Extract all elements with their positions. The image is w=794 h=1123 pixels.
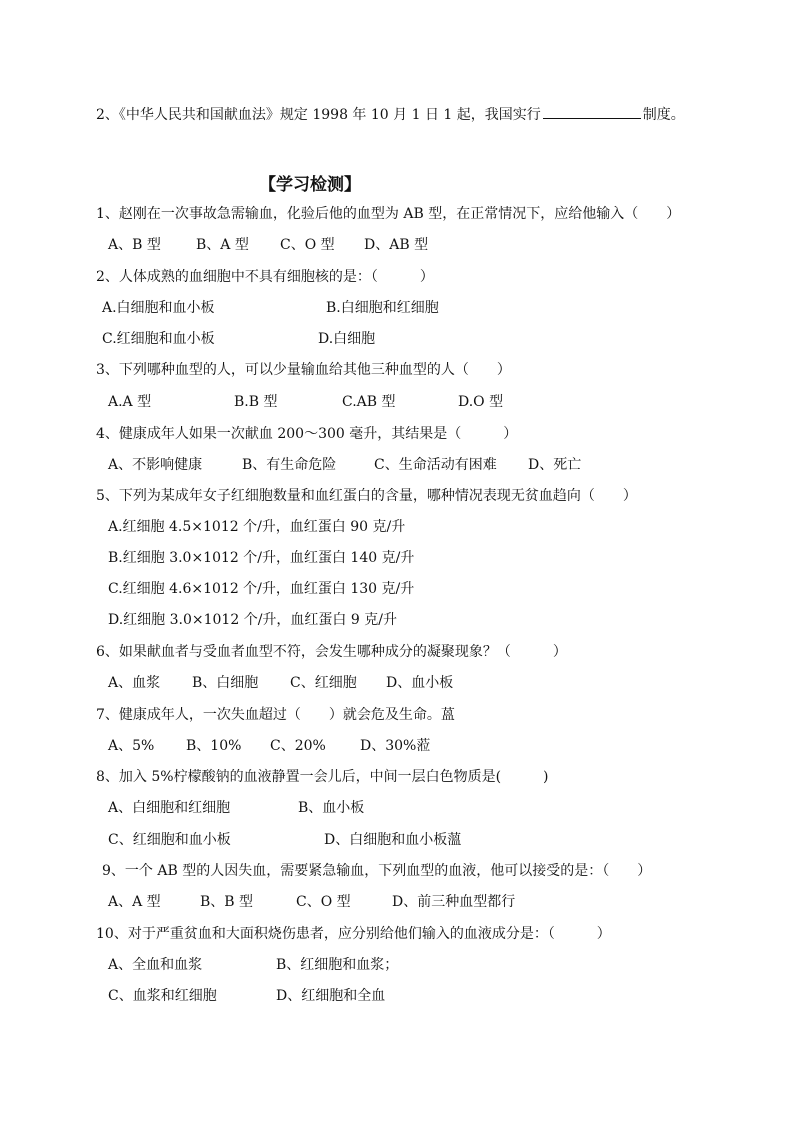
q3-option-d[interactable]: D.O 型: [458, 394, 504, 410]
q7-option-a[interactable]: A、5%: [108, 738, 155, 754]
q7-option-b[interactable]: B、10%: [186, 738, 242, 754]
q3-option-b[interactable]: B.B 型: [234, 394, 278, 410]
q5-option-d[interactable]: D.红细胞 3.0×1012 个/升，血红蛋白 9 克/升: [108, 612, 397, 628]
q2-option-b[interactable]: B.白细胞和红细胞: [326, 300, 439, 316]
q4-option-d[interactable]: D、死亡: [528, 457, 582, 473]
q3-option-c[interactable]: C.AB 型: [342, 394, 396, 410]
q3-option-a[interactable]: A.A 型: [108, 394, 152, 410]
q6-option-a[interactable]: A、血浆: [108, 675, 161, 691]
q9-option-b[interactable]: B、B 型: [200, 894, 254, 910]
q8-option-b[interactable]: B、血小板: [298, 800, 365, 816]
section-title: 【学习检测】: [259, 175, 361, 195]
q4-option-a[interactable]: A、不影响健康: [108, 457, 203, 473]
q5-option-a[interactable]: A.红细胞 4.5×1012 个/升，血红蛋白 90 克/升: [108, 519, 406, 535]
question-6: 6、如果献血者与受血者血型不符，会发生哪种成分的凝聚现象？（ ）: [96, 644, 567, 660]
q10-option-c[interactable]: C、血浆和红细胞: [108, 988, 217, 1004]
q1-option-a[interactable]: A、B 型: [108, 237, 161, 253]
q6-option-b[interactable]: B、白细胞: [192, 675, 259, 691]
answer-blank[interactable]: [543, 104, 641, 119]
q10-option-a[interactable]: A、全血和血浆: [108, 957, 203, 973]
q4-option-b[interactable]: B、有生命危险: [242, 457, 337, 473]
q7-option-d[interactable]: D、30%蒞: [360, 738, 431, 754]
q1-option-b[interactable]: B、A 型: [196, 237, 249, 253]
q9-option-d[interactable]: D、前三种血型都行: [392, 894, 516, 910]
question-5: 5、下列为某成年女子红细胞数量和血红蛋白的含量，哪种情况表现无贫血趋向（ ）: [96, 488, 637, 504]
q8-option-d[interactable]: D、白细胞和血小板薀: [324, 832, 462, 848]
question-4: 4、健康成年人如果一次献血 200～300 毫升，其结果是（ ）: [96, 426, 518, 442]
intro-suffix: 制度。: [642, 107, 685, 123]
question-9: 9、一个 AB 型的人因失血，需要紧急输血，下列血型的血液，他可以接受的是：（ ）: [102, 863, 652, 879]
q7-option-c[interactable]: C、20%: [270, 738, 326, 754]
q5-option-c[interactable]: C.红细胞 4.6×1012 个/升，血红蛋白 130 克/升: [108, 581, 415, 597]
q1-option-c[interactable]: C、O 型: [280, 237, 335, 253]
q8-option-c[interactable]: C、红细胞和血小板: [108, 832, 231, 848]
q5-option-b[interactable]: B.红细胞 3.0×1012 个/升，血红蛋白 140 克/升: [108, 550, 415, 566]
question-2: 2、人体成熟的血细胞中不具有细胞核的是：（ ）: [96, 269, 434, 285]
q8-option-a[interactable]: A、白细胞和红细胞: [108, 800, 231, 816]
question-7: 7、健康成年人，一次失血超过（ ）就会危及生命。蒕: [96, 707, 455, 723]
q10-option-b[interactable]: B、红细胞和血浆；: [276, 957, 399, 973]
q9-option-c[interactable]: C、O 型: [296, 894, 351, 910]
q2-option-a[interactable]: A.白细胞和血小板: [102, 300, 215, 316]
q6-option-d[interactable]: D、血小板: [386, 675, 454, 691]
intro-prefix: 2、《中华人民共和国献血法》规定 1998 年 10 月 1 日 1 起，我国实行: [96, 107, 541, 123]
q9-option-a[interactable]: A、A 型: [108, 894, 161, 910]
q1-option-d[interactable]: D、AB 型: [364, 237, 429, 253]
q2-option-c[interactable]: C.红细胞和血小板: [102, 331, 215, 347]
question-10: 10、对于严重贫血和大面积烧伤患者，应分别给他们输入的血液成分是：（ ）: [96, 926, 611, 942]
q4-option-c[interactable]: C、生命活动有困难: [374, 457, 497, 473]
q6-option-c[interactable]: C、红细胞: [290, 675, 357, 691]
q10-option-d[interactable]: D、红细胞和全血: [276, 988, 386, 1004]
q2-option-d[interactable]: D.白细胞: [318, 331, 376, 347]
question-3: 3、下列哪种血型的人，可以少量输血给其他三种血型的人（ ）: [96, 362, 511, 378]
intro-line: [96, 104, 685, 124]
question-1: 1、赵刚在一次事故急需输血，化验后他的血型为 AB 型，在正常情况下，应给他输入（ ）: [96, 206, 681, 222]
question-8: 8、加入 5%柠檬酸钠的血液静置一会儿后，中间一层白色物质是( ): [96, 769, 549, 785]
